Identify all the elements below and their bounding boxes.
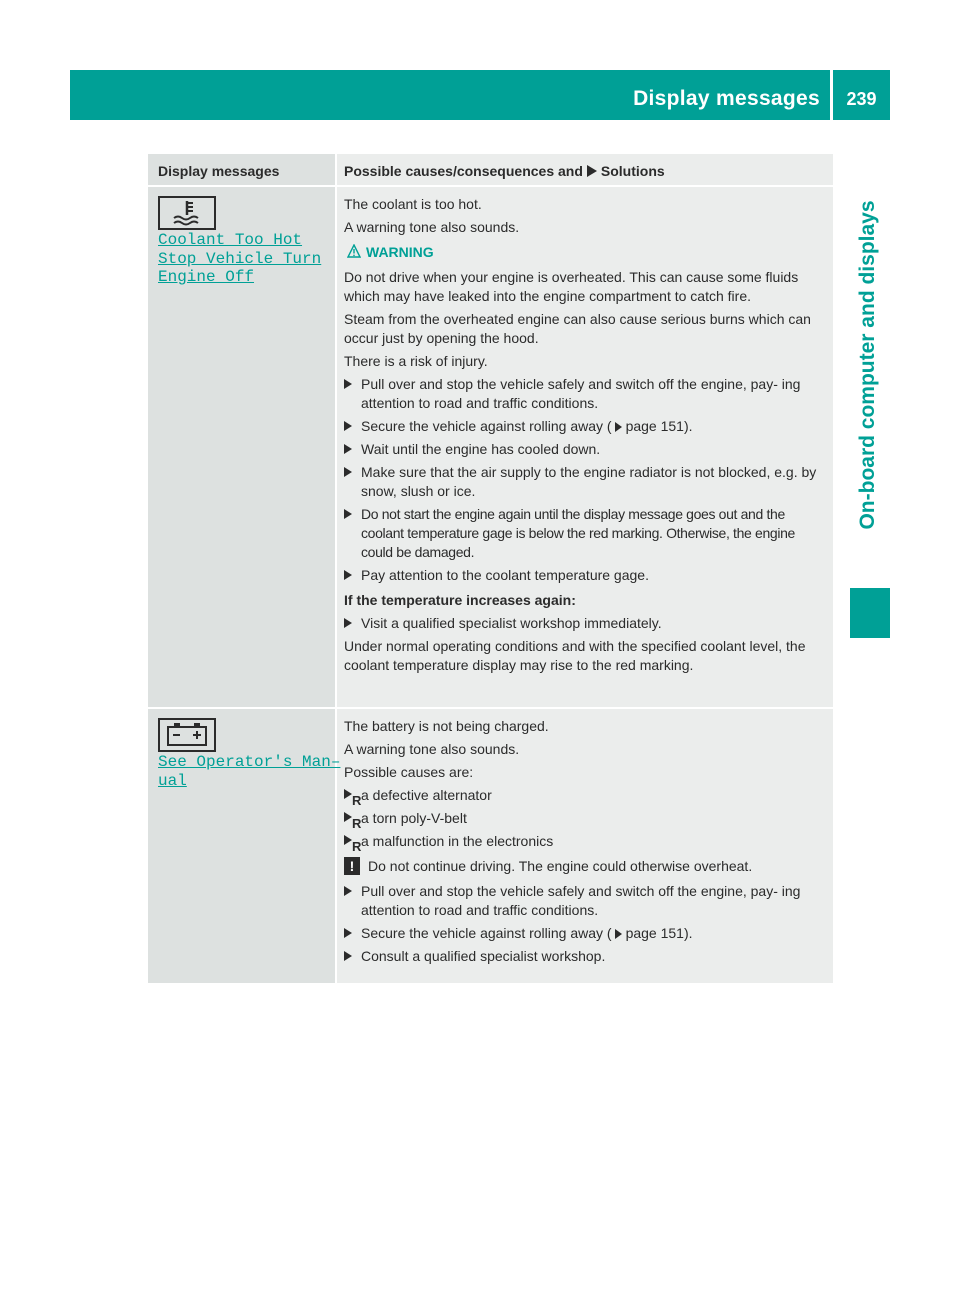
intro-text: The battery is not being charged.: [344, 718, 549, 734]
arrow-icon: [344, 618, 352, 628]
step-item: [344, 375, 828, 413]
warning-label: WARNING: [366, 244, 434, 260]
solution-cell-battery: [344, 717, 828, 970]
intro-text: Possible causes are:: [344, 764, 474, 780]
step-item: [344, 566, 828, 585]
side-tab: [848, 150, 888, 580]
step-item: [344, 463, 828, 501]
message-line: Stop Vehicle Turn: [158, 249, 322, 268]
step-item: [344, 882, 828, 920]
step-item: [344, 440, 828, 459]
page-reference-link[interactable]: page 151).: [625, 925, 693, 941]
column-rule: [335, 154, 337, 983]
warning-triangle-icon: [347, 244, 361, 258]
row-rule: [148, 707, 833, 709]
column-header-solutions: [344, 163, 665, 179]
step-text: Make sure that the air supply to the engine radiator is not blocked, e.g. by snow, slush or ice.: [361, 464, 817, 499]
intro-text: A warning tone also sounds.: [344, 741, 520, 757]
display-message-battery: [158, 753, 340, 790]
display-messages-table: [148, 154, 833, 983]
message-line: Engine Off: [158, 268, 255, 286]
warning-heading: [344, 243, 828, 262]
cause-text: a defective alternator: [361, 787, 492, 803]
warning-text: Steam from the overheated engine can also cause serious burns which can occur just by opening the hood.: [344, 311, 811, 346]
step-text: Secure the vehicle against rolling away (: [361, 925, 612, 941]
step-item: [344, 417, 828, 436]
display-message-coolant: [158, 231, 321, 287]
coolant-temperature-icon: [158, 196, 216, 230]
subheading: If the temperature increases again:: [344, 592, 576, 608]
arrow-icon: [344, 444, 352, 454]
exclamation-icon: !: [344, 857, 360, 875]
arrow-icon: [344, 509, 352, 519]
arrow-icon: [587, 165, 597, 177]
arrow-icon: [344, 570, 352, 580]
step-text: Pull over and stop the vehicle safely and switch off the engine, pay- ing attention to road and traffic conditions.: [361, 376, 801, 411]
bullet-icon: R: [344, 812, 352, 822]
warning-text: There is a risk of injury.: [344, 353, 488, 369]
cause-text: a torn poly-V-belt: [361, 810, 467, 826]
arrow-icon: [344, 886, 352, 896]
step-text: Wait until the engine has cooled down.: [361, 441, 601, 457]
message-line: See Operator's Man–: [158, 753, 341, 771]
step-text: Pay attention to the coolant temperature gage.: [361, 567, 649, 583]
bullet-icon: R: [344, 835, 352, 845]
notice: [344, 857, 828, 876]
arrow-icon: [344, 928, 352, 938]
cause-item: [344, 809, 828, 831]
page-number: 239: [846, 89, 877, 109]
cause-item: [344, 786, 828, 808]
step-item: [344, 614, 828, 633]
step-text: Consult a qualified specialist workshop.: [361, 948, 606, 964]
step-text: Pull over and stop the vehicle safely and switch off the engine, pay- ing attention to road and traffic conditions.: [361, 883, 801, 918]
column-header-display-messages: Display messages: [158, 163, 280, 179]
bullet-icon: R: [344, 789, 352, 799]
cause-item: [344, 832, 828, 854]
cause-text: a malfunction in the electronics: [361, 833, 554, 849]
arrow-icon: [344, 421, 352, 431]
step-item: [344, 947, 828, 966]
side-tab-marker: [850, 588, 890, 638]
arrow-icon: [344, 467, 352, 477]
message-line: Coolant Too Hot: [158, 231, 303, 249]
side-tab-label: On-board computer and displays: [856, 200, 879, 530]
step-text: Visit a qualified specialist workshop immediately.: [361, 615, 662, 631]
arrow-icon: [344, 379, 352, 389]
step-text: Do not start the engine again until the display message goes out and the coolant temperature gage is below the red marking. Otherwise, the engine could be damaged.: [361, 506, 795, 560]
page-title: Display messages: [633, 87, 820, 110]
notice-text: Do not continue driving. The engine could otherwise overheat.: [368, 858, 753, 874]
header-rule: [148, 185, 833, 187]
step-item: [344, 924, 828, 943]
intro-text: A warning tone also sounds.: [344, 219, 520, 235]
battery-icon: [158, 718, 216, 752]
solution-cell-coolant: [344, 195, 828, 679]
warning-text: Do not drive when your engine is overheated. This can cause some fluids which may have leaked into the engine compartment to catch fire.: [344, 269, 799, 304]
column-header-solutions-suffix: Solutions: [600, 163, 665, 179]
arrow-icon: [344, 951, 352, 961]
page-reference-icon: [615, 929, 622, 939]
message-line: ual: [158, 771, 187, 790]
page-reference-icon: [615, 422, 622, 432]
intro-text: The coolant is too hot.: [344, 196, 482, 212]
page-reference-link[interactable]: page 151).: [625, 418, 693, 434]
step-text: Secure the vehicle against rolling away (: [361, 418, 612, 434]
closing-text: Under normal operating conditions and with the specified coolant level, the coolant temperature display may rise to the red marking.: [344, 638, 806, 673]
column-header-solutions-prefix: Possible causes/consequences and: [344, 163, 583, 179]
step-item: [344, 505, 828, 562]
